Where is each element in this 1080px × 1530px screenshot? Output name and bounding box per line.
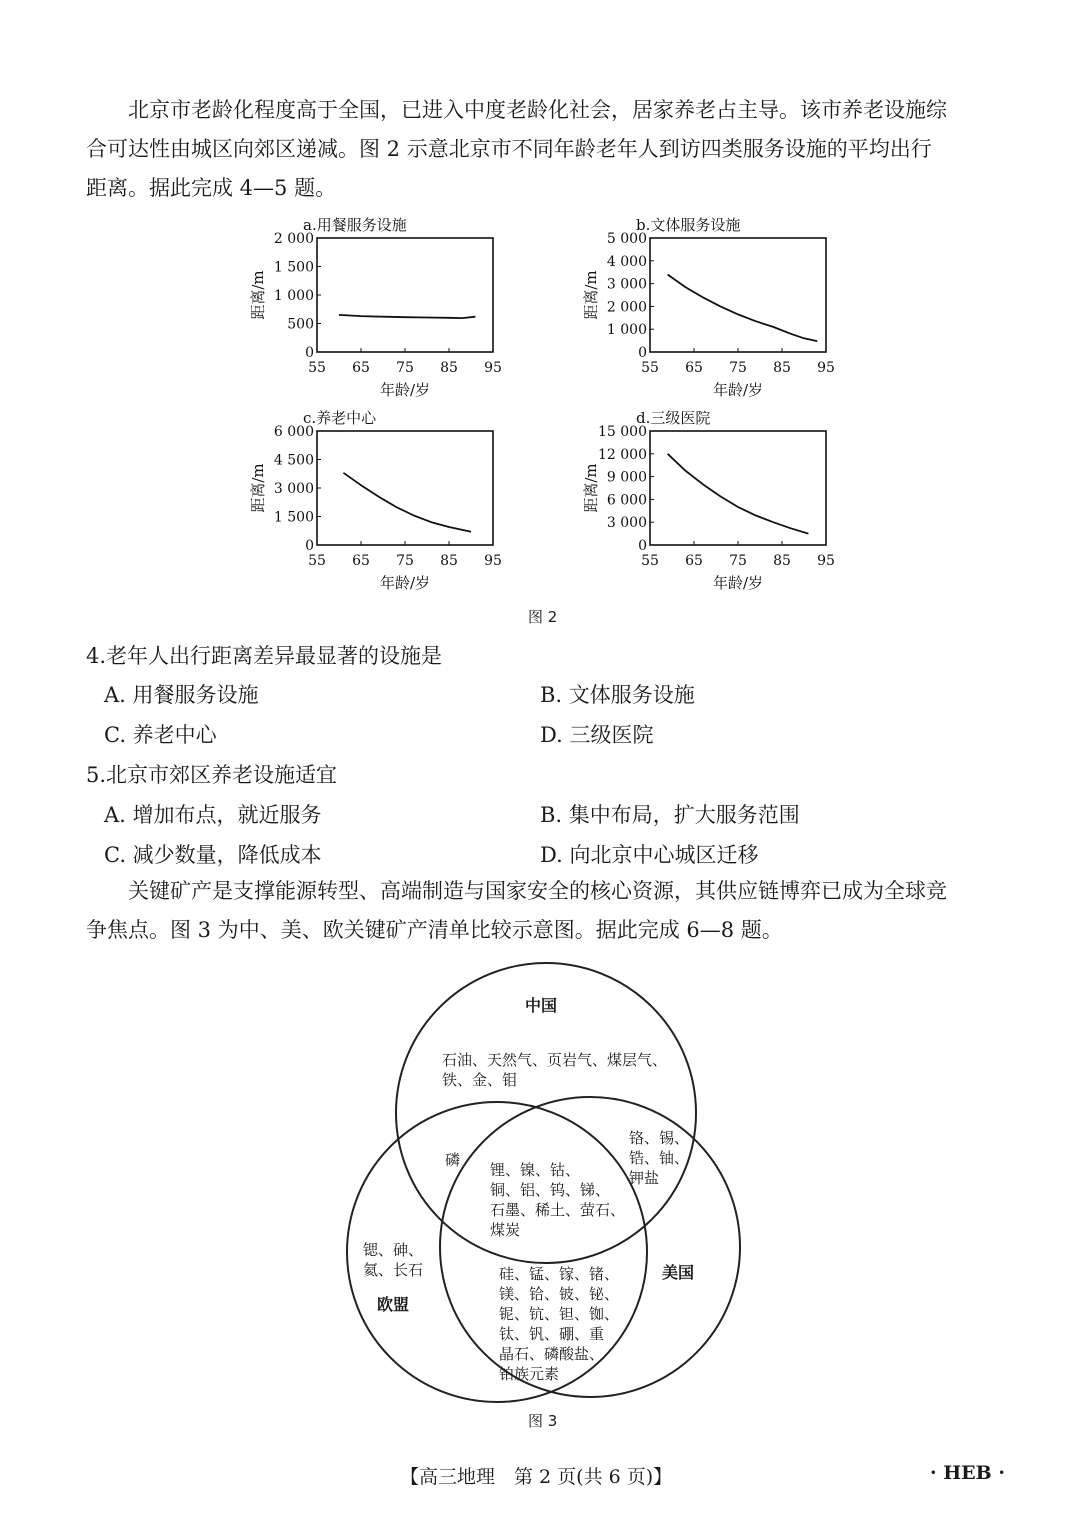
x-tick-label: 95 — [817, 360, 835, 376]
venn-eu-usa-line-4: 钛、钒、硼、重 — [499, 1325, 605, 1343]
plot-frame — [650, 238, 826, 352]
q5-option-b: B. 集中布局，扩大服务范围 — [540, 803, 800, 827]
y-tick-label: 4 500 — [273, 452, 314, 469]
y-tick-label: 2 000 — [606, 299, 647, 316]
y-axis-label: 距离/m — [249, 270, 267, 320]
venn-label-usa: 美国 — [662, 1263, 695, 1282]
chart-title: d.三级医院 — [636, 409, 711, 427]
chart-svg — [578, 403, 838, 593]
q4-option-a: A. 用餐服务设施 — [104, 683, 259, 707]
intro2-line-2: 争焦点。图 3 为中、美、欧关键矿产清单比较示意图。据此完成 6—8 题。 — [86, 918, 783, 942]
y-tick-label: 3 000 — [606, 515, 647, 532]
chart-title: a.用餐服务设施 — [303, 216, 407, 234]
venn-eu-usa-line-3: 铌、钪、钽、铷、 — [499, 1305, 620, 1323]
venn-eu-usa — [499, 1264, 619, 1384]
venn-china-only-line-1: 石油、天然气、页岩气、煤层气、 — [442, 1051, 668, 1069]
q4-option-d: D. 三级医院 — [540, 723, 654, 747]
x-tick-label: 75 — [396, 553, 414, 569]
venn-label-eu: 欧盟 — [377, 1295, 410, 1314]
intro1-line-2: 合可达性由城区向郊区递减。图 2 示意北京市不同年龄老年人到访四类服务设施的平均出行 — [86, 137, 932, 161]
x-axis-label: 年龄/岁 — [712, 381, 764, 399]
series-line — [339, 315, 475, 318]
x-tick-label: 85 — [440, 360, 458, 376]
q5-option-a: A. 增加布点，就近服务 — [104, 803, 322, 827]
chart-d-hospital — [578, 403, 838, 597]
x-tick-label: 65 — [685, 360, 703, 376]
venn-china-usa — [629, 1128, 689, 1188]
venn-china-usa-line-1: 铬、锡、 — [629, 1129, 690, 1147]
x-tick-label: 95 — [484, 553, 502, 569]
chart-title: b.文体服务设施 — [636, 216, 741, 234]
series-line — [668, 275, 818, 342]
q5-stem: 5.北京市郊区养老设施适宜 — [86, 763, 338, 787]
y-tick-label: 9 000 — [606, 469, 647, 486]
figure3-caption: 图 3 — [528, 1412, 558, 1430]
venn-label-china: 中国 — [525, 996, 558, 1015]
y-tick-label: 500 — [287, 316, 314, 333]
y-tick-label: 1 000 — [606, 322, 647, 339]
q5-option-c: C. 减少数量，降低成本 — [104, 843, 322, 867]
chart-a-dining — [245, 210, 505, 404]
venn-all-three-line-3: 石墨、稀土、萤石、 — [490, 1201, 626, 1219]
x-tick-label: 75 — [729, 553, 747, 569]
x-tick-label: 55 — [308, 553, 326, 569]
y-tick-label: 1 500 — [273, 509, 314, 526]
y-tick-label: 4 000 — [606, 253, 647, 270]
plot-frame — [317, 238, 493, 352]
venn-eu-only — [363, 1240, 423, 1280]
series-line — [668, 454, 809, 534]
y-tick-label: 1 500 — [273, 259, 314, 276]
y-axis-label: 距离/m — [582, 270, 600, 320]
venn-eu-usa-line-2: 镁、铪、铍、铋、 — [499, 1285, 620, 1303]
y-tick-label: 6 000 — [606, 492, 647, 509]
venn-eu-usa-line-1: 硅、锰、镓、锗、 — [499, 1265, 620, 1283]
venn-eu-usa-line-6: 铂族元素 — [499, 1365, 560, 1383]
x-tick-label: 95 — [484, 360, 502, 376]
chart-b-culture — [578, 210, 838, 404]
y-tick-label: 2 000 — [273, 231, 314, 247]
venn-eu-only-line-1: 锶、砷、 — [363, 1241, 424, 1259]
venn-all-three-line-2: 铜、铝、钨、锑、 — [490, 1181, 611, 1199]
q5-option-d: D. 向北京中心城区迁移 — [540, 843, 759, 867]
venn-eu-only-line-2: 氦、长石 — [363, 1261, 424, 1279]
plot-frame — [317, 431, 493, 545]
x-tick-label: 75 — [396, 360, 414, 376]
intro1-line-3: 距离。据此完成 4—5 题。 — [86, 176, 337, 200]
venn-china-usa-line-2: 锆、铀、 — [629, 1149, 690, 1167]
venn-china-usa-line-3: 钾盐 — [629, 1169, 660, 1187]
chart-c-elderly-center — [245, 403, 505, 597]
venn-eu-usa-line-5: 晶石、磷酸盐、 — [499, 1345, 605, 1363]
x-tick-label: 65 — [352, 360, 370, 376]
y-tick-label: 12 000 — [598, 446, 647, 463]
intro2-line-1: 关键矿产是支撑能源转型、高端制造与国家安全的核心资源，其供应链博弈已成为全球竞 — [128, 879, 947, 903]
x-axis-label: 年龄/岁 — [379, 381, 431, 399]
x-tick-label: 65 — [685, 553, 703, 569]
venn-all-three-line-1: 锂、镍、钴、 — [490, 1161, 581, 1179]
q4-option-c: C. 养老中心 — [104, 723, 217, 747]
y-tick-label: 3 000 — [606, 276, 647, 293]
y-tick-label: 5 000 — [606, 231, 647, 247]
y-tick-label: 0 — [638, 345, 647, 361]
chart-title: c.养老中心 — [303, 409, 377, 427]
chart-svg — [245, 403, 505, 593]
y-tick-label: 6 000 — [273, 424, 314, 440]
figure2-caption: 图 2 — [528, 608, 558, 626]
series-line — [343, 473, 471, 532]
q4-stem: 4.老年人出行距离差异最显著的设施是 — [86, 644, 443, 668]
x-tick-label: 85 — [440, 553, 458, 569]
x-tick-label: 55 — [641, 360, 659, 376]
x-axis-label: 年龄/岁 — [379, 574, 431, 592]
y-axis-label: 距离/m — [249, 463, 267, 513]
x-tick-label: 55 — [641, 553, 659, 569]
y-tick-label: 3 000 — [273, 481, 314, 497]
footer-page-info: 【高三地理 第 2 页(共 6 页)】 — [400, 1466, 673, 1488]
venn-all-three-line-4: 煤炭 — [490, 1221, 521, 1239]
venn-china-eu: 磷 — [445, 1151, 461, 1169]
intro-paragraph-2 — [86, 872, 998, 950]
x-tick-label: 85 — [773, 553, 791, 569]
chart-svg — [245, 210, 505, 400]
venn-all-three — [490, 1160, 625, 1240]
x-tick-label: 95 — [817, 553, 835, 569]
intro1-line-1: 北京市老龄化程度高于全国，已进入中度老龄化社会，居家养老占主导。该市养老设施综 — [128, 98, 947, 122]
x-tick-label: 55 — [308, 360, 326, 376]
venn-china-only-line-2: 铁、金、钼 — [442, 1071, 518, 1089]
chart-svg — [578, 210, 838, 400]
x-tick-label: 65 — [352, 553, 370, 569]
y-tick-label: 0 — [305, 345, 314, 361]
y-tick-label: 15 000 — [598, 424, 647, 440]
y-tick-label: 1 000 — [273, 288, 314, 304]
x-tick-label: 85 — [773, 360, 791, 376]
y-tick-label: 0 — [638, 538, 647, 554]
q4-option-b: B. 文体服务设施 — [540, 683, 695, 707]
footer-code: · HEB · — [930, 1462, 1005, 1484]
x-axis-label: 年龄/岁 — [712, 574, 764, 592]
intro-paragraph-1 — [86, 91, 998, 208]
venn-china-only — [442, 1050, 667, 1090]
y-tick-label: 0 — [305, 538, 314, 554]
plot-frame — [650, 431, 826, 545]
y-axis-label: 距离/m — [582, 463, 600, 513]
x-tick-label: 75 — [729, 360, 747, 376]
